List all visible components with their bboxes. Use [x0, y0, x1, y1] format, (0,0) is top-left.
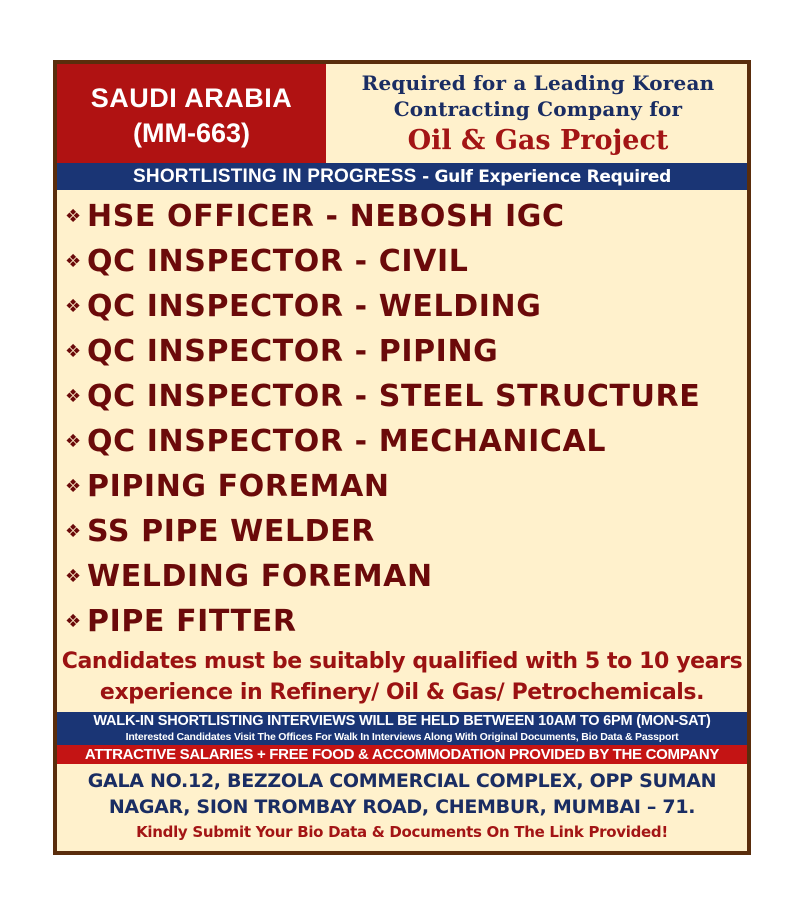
- job-title: QC INSPECTOR - WELDING: [87, 289, 542, 324]
- job-item: [65, 419, 747, 464]
- status-text: SHORTLISTING IN PROGRESS: [133, 166, 417, 187]
- job-item: [65, 329, 747, 374]
- walkin-schedule: WALK-IN SHORTLISTING INTERVIEWS WILL BE HELD BETWEEN 10AM TO 6PM (MON-SAT): [93, 713, 711, 729]
- job-title: SS PIPE WELDER: [87, 514, 375, 549]
- job-list: [57, 190, 747, 644]
- walkin-instructions: Interested Candidates Visit The Offices For Walk In Interviews Along With Original Documents, Bio Data & Passport: [125, 731, 679, 743]
- job-item: [65, 464, 747, 509]
- job-title: WELDING FOREMAN: [87, 559, 433, 594]
- diamond-bullet-icon: ❖: [65, 296, 82, 317]
- project-title: Oil & Gas Project: [407, 124, 669, 156]
- job-item: [65, 194, 747, 239]
- country-label: SAUDI ARABIA: [90, 82, 293, 113]
- benefits-bar: ATTRACTIVE SALARIES + FREE FOOD & ACCOMMODATION PROVIDED BY THE COMPANY: [57, 745, 747, 764]
- job-title: QC INSPECTOR - MECHANICAL: [87, 424, 607, 459]
- job-title: HSE OFFICER - NEBOSH IGC: [87, 199, 565, 234]
- job-title: QC INSPECTOR - CIVIL: [87, 244, 469, 279]
- job-item: [65, 599, 747, 644]
- job-title: PIPE FITTER: [87, 604, 297, 639]
- job-item: [65, 554, 747, 599]
- required-line-2: Contracting Company for: [393, 96, 683, 121]
- submission-note: Kindly Submit Your Bio Data & Documents On The Link Provided!: [136, 823, 668, 841]
- job-item: [65, 509, 747, 554]
- job-item: [65, 239, 747, 284]
- job-item: [65, 374, 747, 419]
- diamond-bullet-icon: ❖: [65, 611, 82, 632]
- job-title: QC INSPECTOR - PIPING: [87, 334, 499, 369]
- diamond-bullet-icon: ❖: [65, 431, 82, 452]
- required-line-1: Required for a Leading Korean: [361, 70, 715, 95]
- diamond-bullet-icon: ❖: [65, 521, 82, 542]
- diamond-bullet-icon: ❖: [65, 386, 82, 407]
- requirements-line-1: Candidates must be suitably qualified with 5 to 10 years: [61, 649, 743, 674]
- walkin-bar: [57, 712, 747, 745]
- status-note: - Gulf Experience Required: [416, 167, 671, 187]
- country-box: [57, 64, 329, 163]
- job-title: PIPING FOREMAN: [87, 469, 390, 504]
- header-section: [57, 64, 747, 163]
- status-bar: [57, 163, 747, 190]
- address-line-1: GALA NO.12, BEZZOLA COMMERCIAL COMPLEX, OPP SUMAN: [87, 770, 717, 792]
- diamond-bullet-icon: ❖: [65, 206, 82, 227]
- requirement-heading: [329, 64, 747, 163]
- diamond-bullet-icon: ❖: [65, 476, 82, 497]
- job-item: [65, 284, 747, 329]
- job-advert-poster: [53, 60, 751, 855]
- office-address: [57, 768, 747, 820]
- address-line-2: NAGAR, SION TROMBAY ROAD, CHEMBUR, MUMBAI – 71.: [108, 796, 696, 818]
- reference-code: (MM-663): [132, 117, 250, 148]
- candidate-requirements: [57, 646, 747, 708]
- diamond-bullet-icon: ❖: [65, 251, 82, 272]
- diamond-bullet-icon: ❖: [65, 566, 82, 587]
- diamond-bullet-icon: ❖: [65, 341, 82, 362]
- job-title: QC INSPECTOR - STEEL STRUCTURE: [87, 379, 701, 414]
- requirements-line-2: experience in Refinery/ Oil & Gas/ Petrochemicals.: [99, 680, 705, 705]
